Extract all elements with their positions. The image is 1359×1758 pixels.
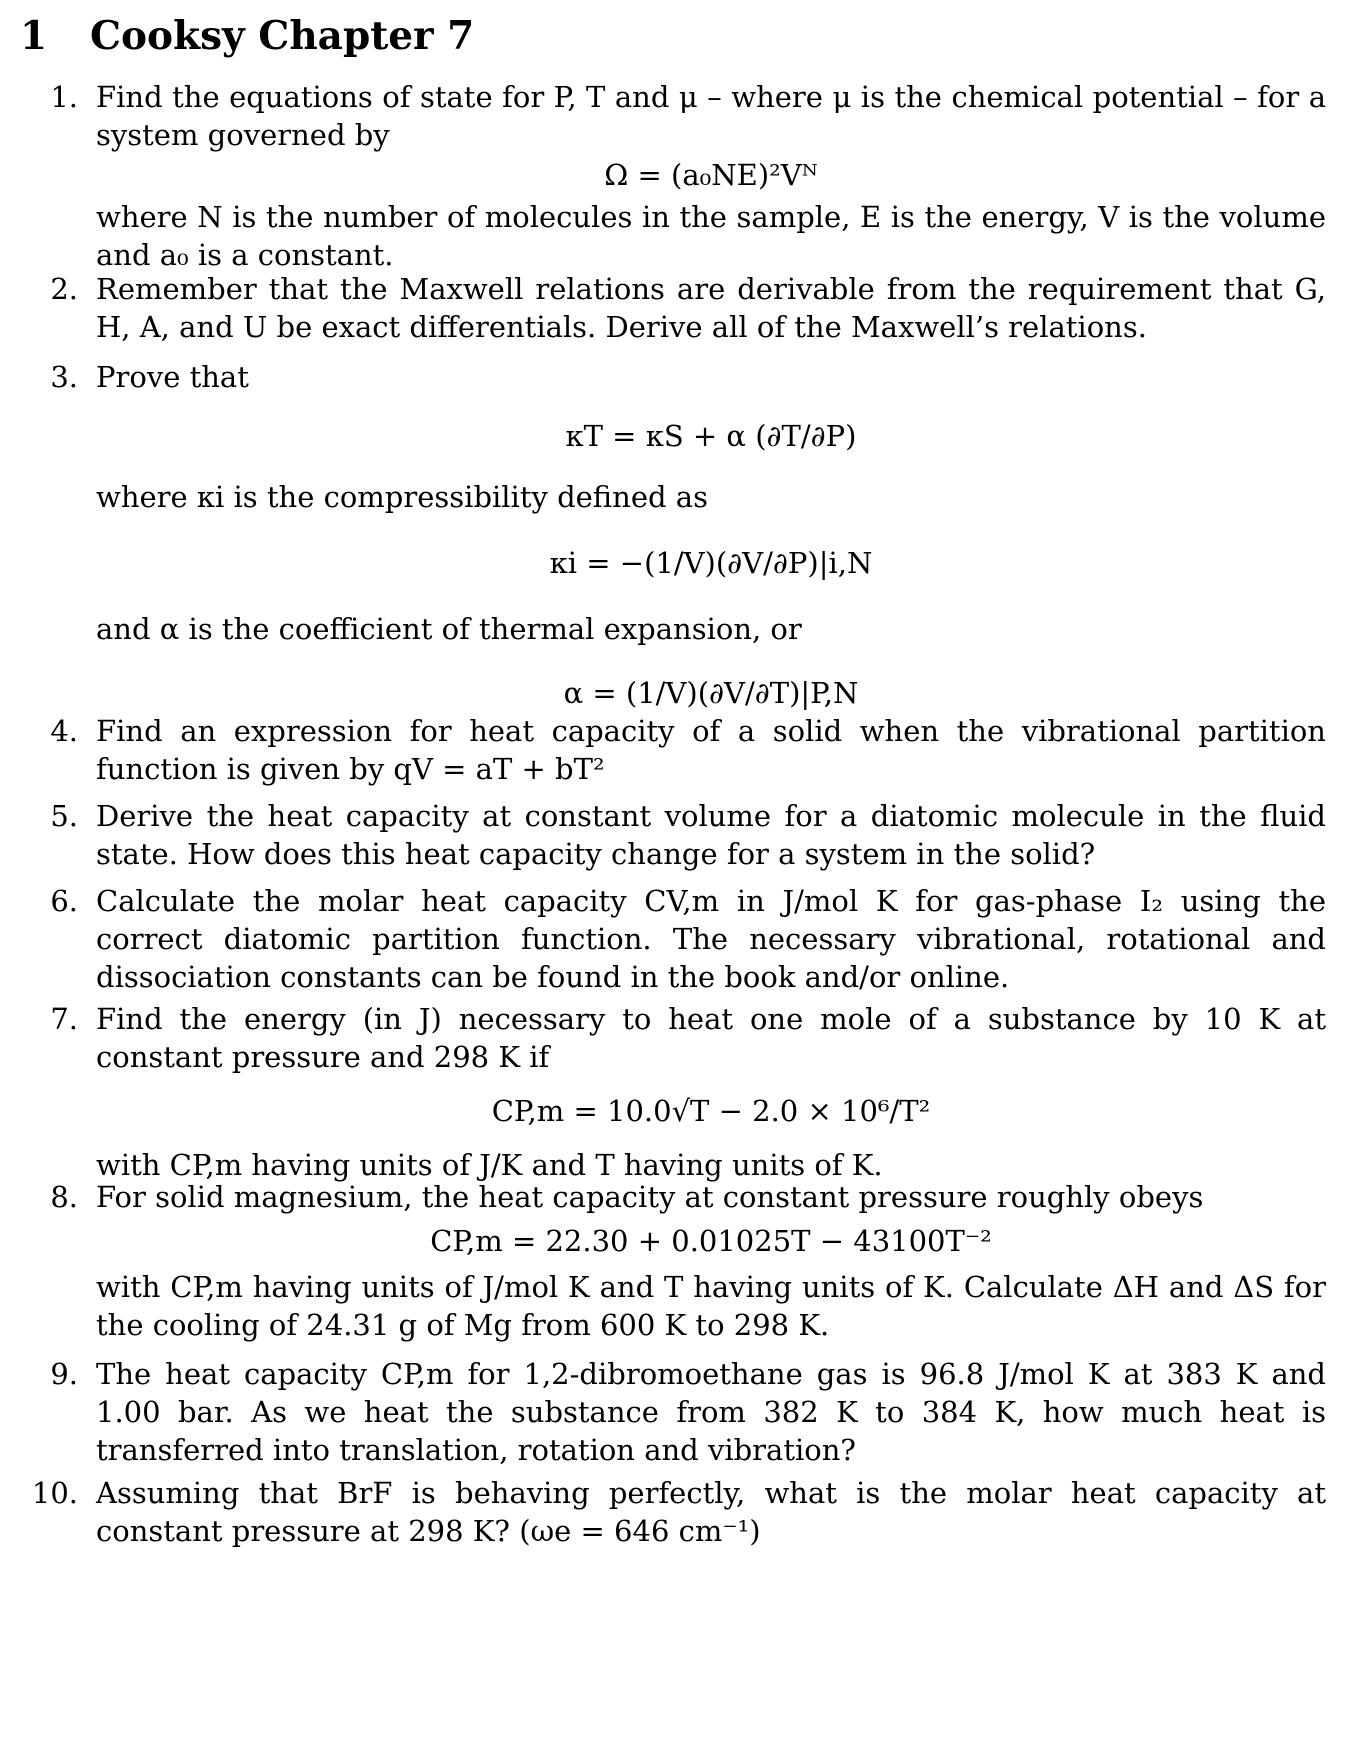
problem-text: Prove that [96,360,249,394]
problem-text: with CP,m having units of J/K and T having units of K. [96,1148,883,1182]
problem-number: 7. [50,1002,78,1036]
problem-text: Find the equations of state for P, T and μ – where μ is the chemical potential – for a system governed by [96,80,1326,152]
problem-text: For solid magnesium, the heat capacity at constant pressure roughly obeys [96,1180,1204,1214]
problem-text: where κi is the compressibility defined as [96,480,708,514]
equation: Ω = (a₀NE)²Vᴺ [604,158,818,192]
problem-number: 8. [50,1180,78,1214]
problem-number: 10. [31,1476,78,1510]
problem-text: Calculate the molar heat capacity CV,m in J/mol K for gas-phase I₂ using the correct diatomic partition function. The necessary vibrational, rotational and dissociation constants can be found in the book and/or online. [96,884,1326,994]
problem-text: Find an expression for heat capacity of a solid when the vibrational partition function is given by qV = aT + bT² [96,714,1326,786]
problem-text: Assuming that BrF is behaving perfectly, what is the molar heat capacity at constant pressure at 298 K? (ωe = 646 cm⁻¹) [96,1476,1326,1548]
equation-cpm: CP,m = 10.0√T − 2.0 × 10⁶/T² [491,1094,931,1128]
problem-number: 1. [50,80,78,114]
section-title: Cooksy Chapter 7 [90,13,475,59]
equation-kappa-relation: κT = κS + α (∂T/∂P) [565,419,857,453]
problem-text: where N is the number of molecules in the sample, E is the energy, V is the volume and a₀ is a constant. [96,200,1326,272]
section-heading [20,12,474,60]
problem-text: with CP,m having units of J/mol K and T having units of K. Calculate ΔH and ΔS for the cooling of 24.31 g of Mg from 600 K to 298 K. [96,1270,1326,1342]
problem-number: 9. [50,1357,78,1391]
problem-text: Derive the heat capacity at constant volume for a diatomic molecule in the fluid state. How does this heat capacity change for a system in the solid? [96,799,1326,871]
problem-text: and α is the coefficient of thermal expansion, or [96,612,802,646]
equation-thermal-expansion: α = (1/V)(∂V/∂T)|P,N [563,676,859,710]
problem-number: 5. [50,799,78,833]
equation-mg-cpm: CP,m = 22.30 + 0.01025T − 43100T⁻² [430,1224,992,1258]
problem-text: The heat capacity CP,m for 1,2-dibromoethane gas is 96.8 J/mol K at 383 K and 1.00 bar. As we heat the substance from 382 K to 384 K, how much heat is transferred into translation, rotation and vibration? [96,1357,1326,1467]
problem-text: Remember that the Maxwell relations are derivable from the requirement that G, H, A, and U be exact differentials. Derive all of the Maxwell’s relations. [96,272,1326,344]
problem-number: 3. [50,360,78,394]
problem-number: 6. [50,884,78,918]
problem-number: 4. [50,714,78,748]
problem-number: 2. [50,272,78,306]
equation-compressibility: κi = −(1/V)(∂V/∂P)|i,N [549,546,873,580]
section-number: 1 [20,13,48,59]
problem-text: Find the energy (in J) necessary to heat one mole of a substance by 10 K at constant pressure and 298 K if [96,1002,1326,1074]
